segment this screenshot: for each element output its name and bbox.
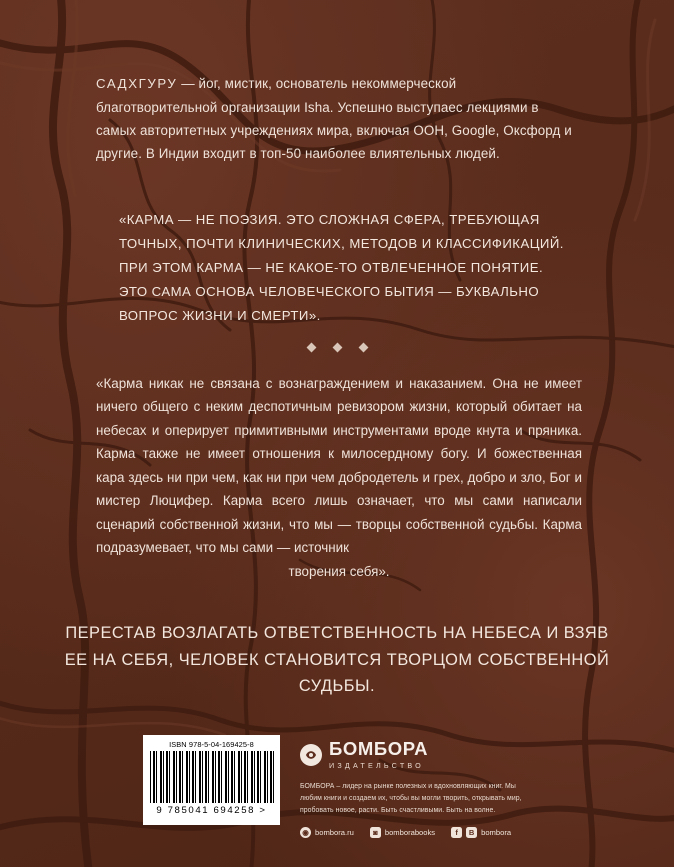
social-instagram[interactable] bbox=[370, 827, 435, 838]
divider bbox=[0, 344, 674, 351]
social-site-label: bombora.ru bbox=[315, 828, 354, 838]
publisher-logo bbox=[300, 740, 600, 769]
social-instagram-label: bomborabooks bbox=[384, 828, 436, 838]
quote-main bbox=[96, 372, 582, 583]
social-site[interactable] bbox=[300, 827, 354, 838]
diamond-dot-icon bbox=[306, 343, 316, 353]
barcode-digits: 9 785041 694258 > bbox=[156, 805, 267, 816]
publisher-blurb: БОМБОРА – лидер на рынке полезных и вдохновляющих книг. Мы любим книги и создаем их, чтобы вы могли творить, открывать мир, пробовать новое, расти. Быть счастливыми. Быть на волне. bbox=[300, 783, 522, 815]
diamond-dot-icon bbox=[358, 343, 368, 353]
publisher-subtitle: ИЗДАТЕЛЬСТВО bbox=[329, 761, 424, 770]
quote-uppercase: «КАРМА — НЕ ПОЭЗИЯ. ЭТО СЛОЖНАЯ СФЕРА, ТРЕБУЮЩАЯ ТОЧНЫХ, ПОЧТИ КЛИНИЧЕСКИХ, МЕТОДОВ И КЛАССИФИКАЦИЙ. ПРИ ЭТОМ КАРМА — НЕ КАКОЕ-ТО ОТВЛЕЧЕННОЕ ПОНЯТИЕ. ЭТО САМА ОСНОВА ЧЕЛОВЕЧЕСКОГО БЫТИЯ — БУКВАЛЬНО ВОПРОС ЖИЗНИ И СМЕРТИ». bbox=[119, 212, 564, 324]
barcode-bars bbox=[150, 751, 274, 803]
author-intro-text: — йог, мистик, основатель некоммерческой благотворительной организации Isha. Успешно выступаес лекциями в самых авторитетных учреждениях мира, включая ООН, Google, Оксфорд и другие. В Индии входит в топ-50 наиболее влиятельных людей. bbox=[96, 76, 572, 162]
instagram-icon: ◙ bbox=[370, 827, 381, 838]
social-links bbox=[300, 827, 600, 838]
vk-icon: B bbox=[466, 827, 477, 838]
author-name: САДХГУРУ bbox=[96, 76, 178, 91]
globe-icon: ◉ bbox=[300, 827, 311, 838]
quote-main-body: «Карма никак не связана с вознаграждением и наказанием. Она не имеет ничего общего с неким деспотичным ревизором жизни, который обитает на небесах и оперирует примитивными инструментами вроде кнута и пряника. Карма также не имеет отношения к милосердному богу. И божественная кара здесь ни при чем, как ни при чем добродетель и грех, добро и зло, Бог и мистер Люцифер. Карма всего лишь означает, что мы сами написали сценарий собственной жизни, что мы — творцы собственной судьбы. Карма подразумевает, что мы сами — источник bbox=[96, 376, 582, 556]
publisher-block bbox=[300, 740, 600, 838]
publisher-name: БОМБОРА bbox=[329, 738, 429, 759]
barcode bbox=[143, 735, 280, 825]
isbn-text: ISBN 978-5-04-169425-8 bbox=[169, 740, 254, 749]
quote-main-last-line: творения себя». bbox=[288, 563, 390, 579]
author-intro bbox=[96, 72, 580, 165]
facebook-icon: f bbox=[451, 827, 462, 838]
social-facebook-label: bombora bbox=[481, 828, 512, 838]
social-facebook[interactable] bbox=[451, 827, 511, 838]
diamond-dot-icon bbox=[332, 343, 342, 353]
bombora-mark-icon bbox=[300, 744, 322, 766]
tagline: ПЕРЕСТАВ ВОЗЛАГАТЬ ОТВЕТСТВЕННОСТЬ НА НЕБЕСА И ВЗЯВ ЕЕ НА СЕБЯ, ЧЕЛОВЕК СТАНОВИТСЯ ТВОРЦОМ СОБСТВЕННОЙ СУДЬБЫ. bbox=[64, 624, 610, 696]
